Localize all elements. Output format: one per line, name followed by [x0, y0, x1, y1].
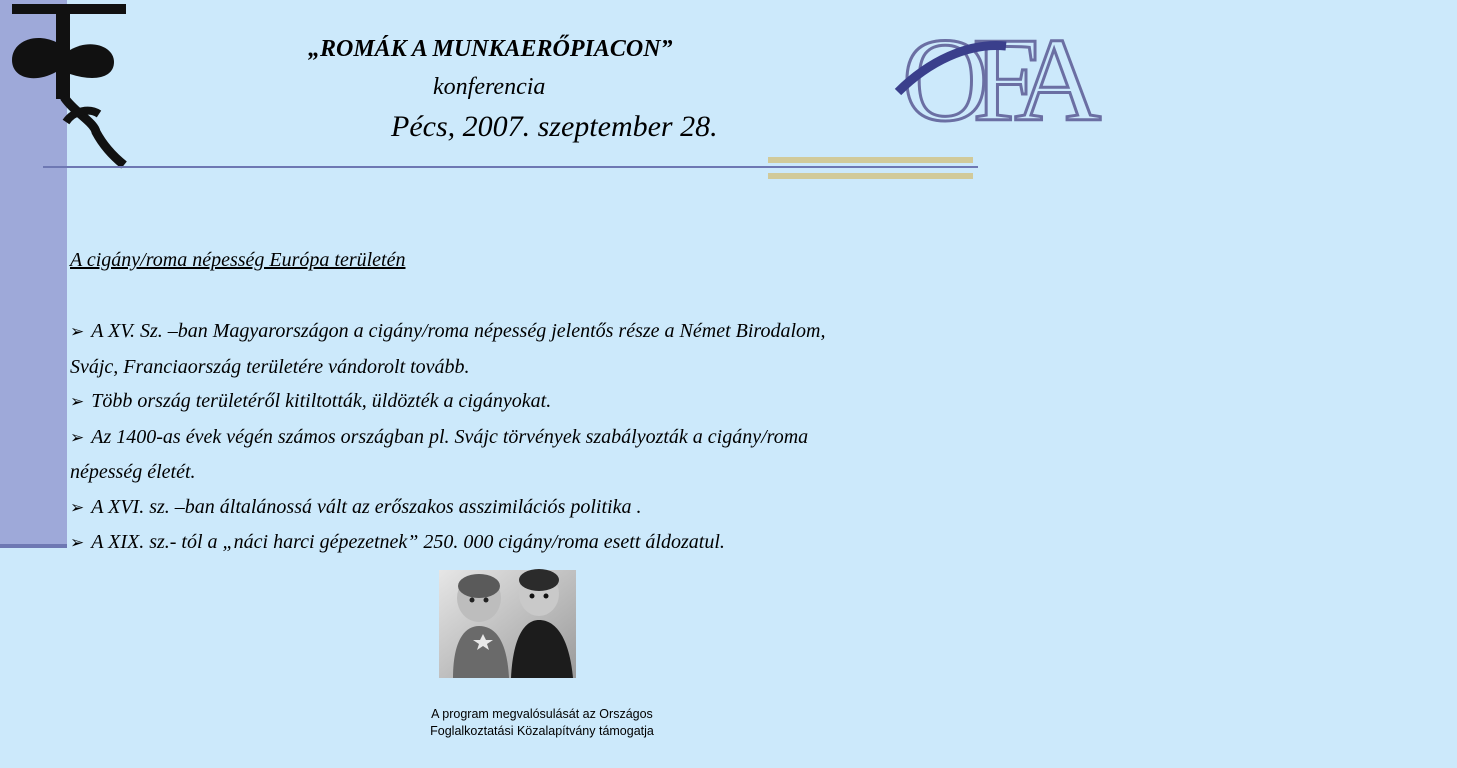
arrow-bullet-icon: ➢	[70, 427, 85, 447]
list-item: ➢ A XVI. sz. –ban általánossá vált az erőszakos asszimilációs politika .	[70, 495, 642, 518]
list-item: ➢ Több ország területéről kitiltották, üldözték a cigányokat.	[70, 390, 552, 412]
bullet-list	[70, 314, 1018, 561]
ofa-logo	[898, 2, 1086, 146]
conference-place-date: Pécs, 2007. szeptember 28.	[391, 110, 718, 143]
arrow-bullet-icon: ➢	[70, 392, 85, 411]
footer-note: A program megvalósulását az Országos Foglalkoztatási Közalapítvány támogatja	[430, 707, 654, 738]
arrow-bullet-icon: ➢	[70, 322, 85, 341]
arrow-bullet-icon: ➢	[70, 533, 85, 552]
children-photo	[439, 570, 576, 678]
section-heading: A cigány/roma népesség Európa területén	[70, 249, 406, 271]
accent-bars	[768, 157, 973, 180]
arrow-bullet-icon: ➢	[70, 497, 85, 517]
ofa-logo-letters: OFA	[902, 13, 1086, 146]
list-item: ➢ A XV. Sz. –ban Magyarországon a cigány/roma népesség jelentős része a Német Birodalom, Svájc, Franciaország területére vándorolt tovább.	[70, 320, 826, 378]
left-side-bar-edge	[0, 544, 67, 548]
list-item: ➢ A XIX. sz.- tól a „náci harci gépezetnek” 250. 000 cigány/roma esett áldozatul.	[70, 531, 725, 553]
conference-subtitle: konferencia	[433, 74, 546, 100]
list-item: ➢ Az 1400-as évek végén számos országban pl. Svájc törvények szabályozták a cigány/roma népesség életét.	[70, 425, 809, 483]
conference-title: „ROMÁK A MUNKAERŐPIACON”	[308, 36, 673, 62]
ka-glyph-logo	[4, 2, 134, 172]
